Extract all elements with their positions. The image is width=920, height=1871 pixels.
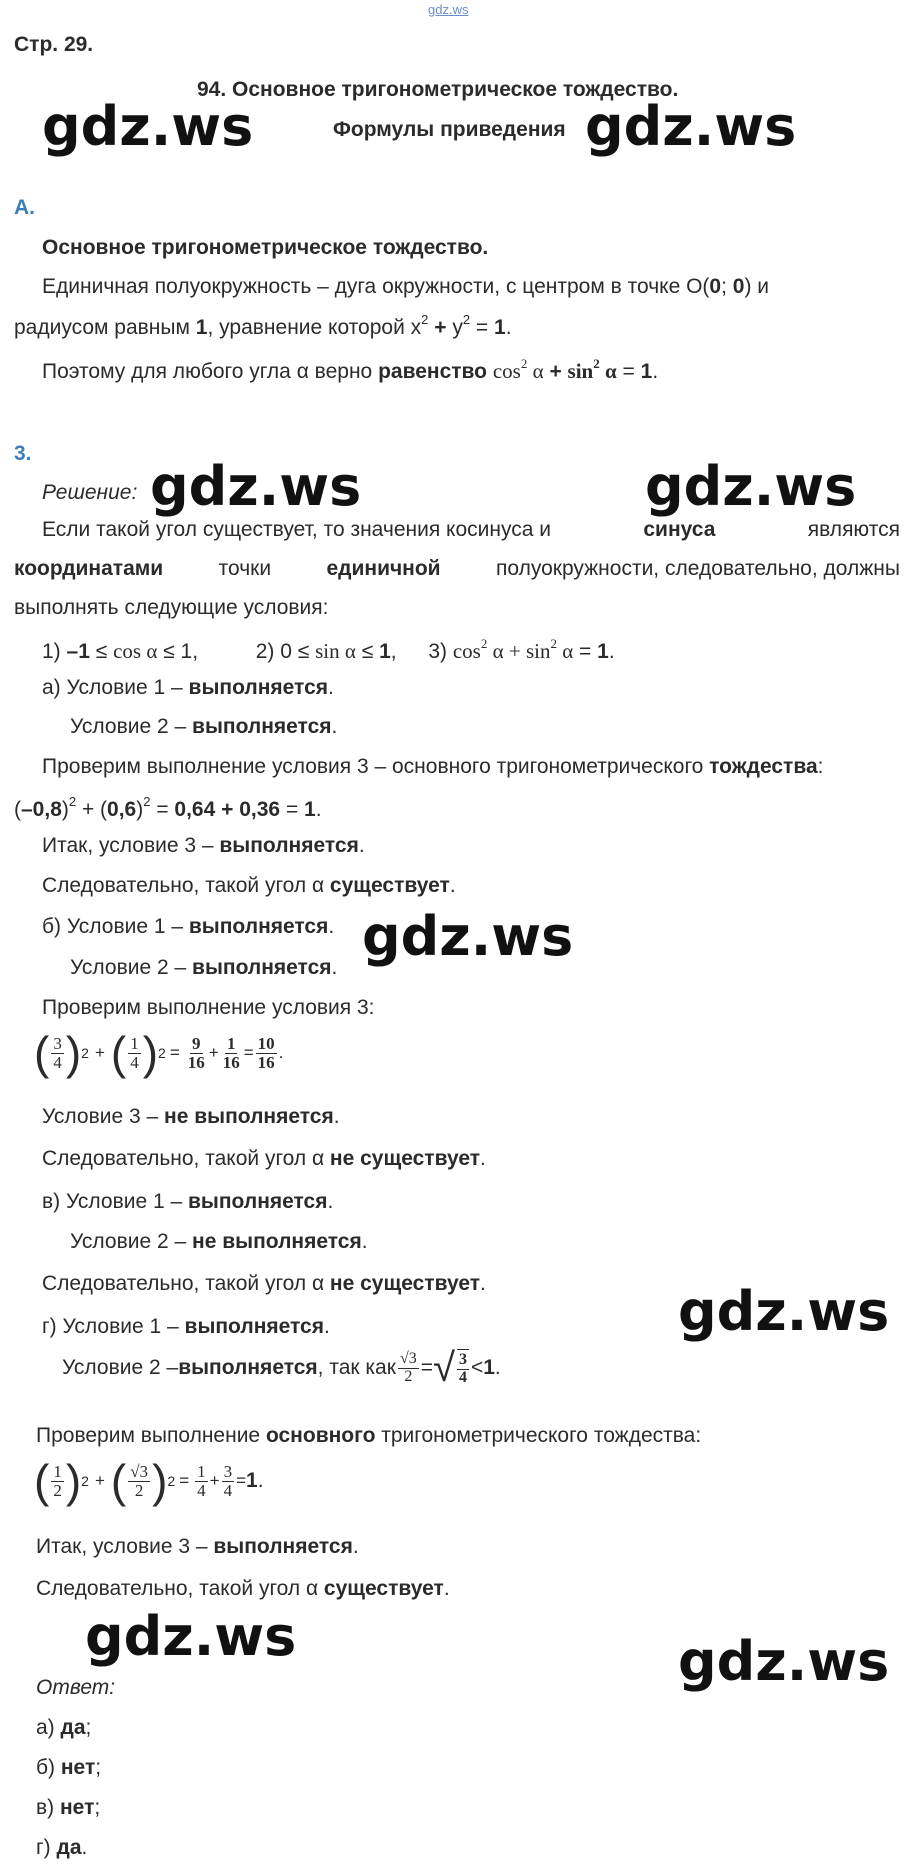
case-a-cond2: Условие 2 – выполняется. <box>70 715 338 738</box>
case-d-check: Проверим выполнение основного тригонометрического тождества: <box>36 1424 702 1447</box>
solution-text: Если такой угол существует, то значения косинуса и синуса являются <box>42 518 900 541</box>
watermark: gdz.ws <box>678 1280 890 1343</box>
conditions: 1) –1 ≤ cos α ≤ 1, 2) 0 ≤ sin α ≤ 1, 3) $\cos^2 \alpha + \sin^2 \alpha = 1$. <box>42 636 615 663</box>
case-b-check: Проверим выполнение условия 3: <box>42 996 375 1019</box>
answer-item: б) нет; <box>36 1756 102 1779</box>
case-b-conclusion: Следовательно, такой угол α не существует. <box>42 1147 486 1170</box>
watermark: gdz.ws <box>42 95 254 158</box>
section-a-heading: Основное тригонометрическое тождество. <box>42 236 489 259</box>
watermark: gdz.ws <box>645 455 857 518</box>
case-b-cond1: б) Условие 1 – выполняется. <box>42 915 335 938</box>
case-d-cond2: Условие 2 – выполняется , так как $\frac{√3}{2}$ = √ $\frac{3}{4}$ < 1 . <box>62 1346 501 1390</box>
title-line-2: Формулы приведения <box>333 118 566 141</box>
title-line-1: 94. Основное тригонометрическое тождество. <box>197 78 679 101</box>
section-a-text: радиусом равным 1, уравнение которой $x^2 + y^2 = 1$. <box>14 312 512 339</box>
case-a-conclusion: Следовательно, такой угол α существует. <box>42 874 456 897</box>
case-a-formula: $(-0,8)^2 + (0,6)^2 = 0,64 + 0,36 = 1$. <box>14 794 322 821</box>
section-3-label: 3. <box>14 442 32 465</box>
case-a-cond1: а) Условие 1 – выполняется. <box>42 676 334 699</box>
answer-label: Ответ: <box>36 1676 116 1699</box>
case-c-cond2: Условие 2 – не выполняется. <box>70 1230 368 1253</box>
case-d-conclusion: Следовательно, такой угол α существует. <box>36 1577 450 1600</box>
case-b-result: Условие 3 – не выполняется. <box>42 1105 340 1128</box>
watermark: gdz.ws <box>678 1630 890 1693</box>
answer-item: а) да; <box>36 1716 92 1739</box>
answer-item: в) нет; <box>36 1796 101 1819</box>
section-a-text: Единичная полуокружность – дуга окружности, с центром в точке O(0; 0) и <box>42 275 770 298</box>
page-number: Стр. 29. <box>14 33 94 56</box>
section-a-label: А. <box>14 196 35 219</box>
case-c-conclusion: Следовательно, такой угол α не существует. <box>42 1272 486 1295</box>
section-a-identity: Поэтому для любого угла α верно равенство $\cos^2 \alpha + \sin^2 \alpha = 1$. <box>42 356 659 383</box>
case-d-formula: ( $\frac{1}{2}$ ) 2 + ( $\frac{√3}{2}$ ) 2 = $\frac{1}{4}$ + $\frac{3}{4}$ = 1 . <box>34 1455 264 1507</box>
watermark: gdz.ws <box>85 1605 297 1668</box>
solution-text: координатами точки единичной полуокружности, следовательно, должны <box>14 557 900 580</box>
case-c-cond1: в) Условие 1 – выполняется. <box>42 1190 334 1213</box>
watermark: gdz.ws <box>150 455 362 518</box>
case-a-result: Итак, условие 3 – выполняется. <box>42 834 365 857</box>
case-b-cond2: Условие 2 – выполняется. <box>70 956 338 979</box>
watermark-top[interactable]: gdz.ws <box>428 2 469 17</box>
watermark: gdz.ws <box>585 95 797 158</box>
answer-item: г) да. <box>36 1836 88 1859</box>
watermark: gdz.ws <box>362 905 574 968</box>
solution-text: выполнять следующие условия: <box>14 596 329 619</box>
case-d-cond1: г) Условие 1 – выполняется. <box>42 1315 330 1338</box>
solution-label: Решение: <box>42 481 138 504</box>
case-b-formula: ( $\frac{3}{4}$ ) 2 + ( $\frac{1}{4}$ ) 2 = $\frac{9}{16}$ + $\frac{1}{16}$ = $\frac{10}{16}$ . <box>34 1027 284 1079</box>
case-d-result: Итак, условие 3 – выполняется. <box>36 1535 359 1558</box>
case-a-check: Проверим выполнение условия 3 – основного тригонометрического тождества: <box>42 755 824 778</box>
